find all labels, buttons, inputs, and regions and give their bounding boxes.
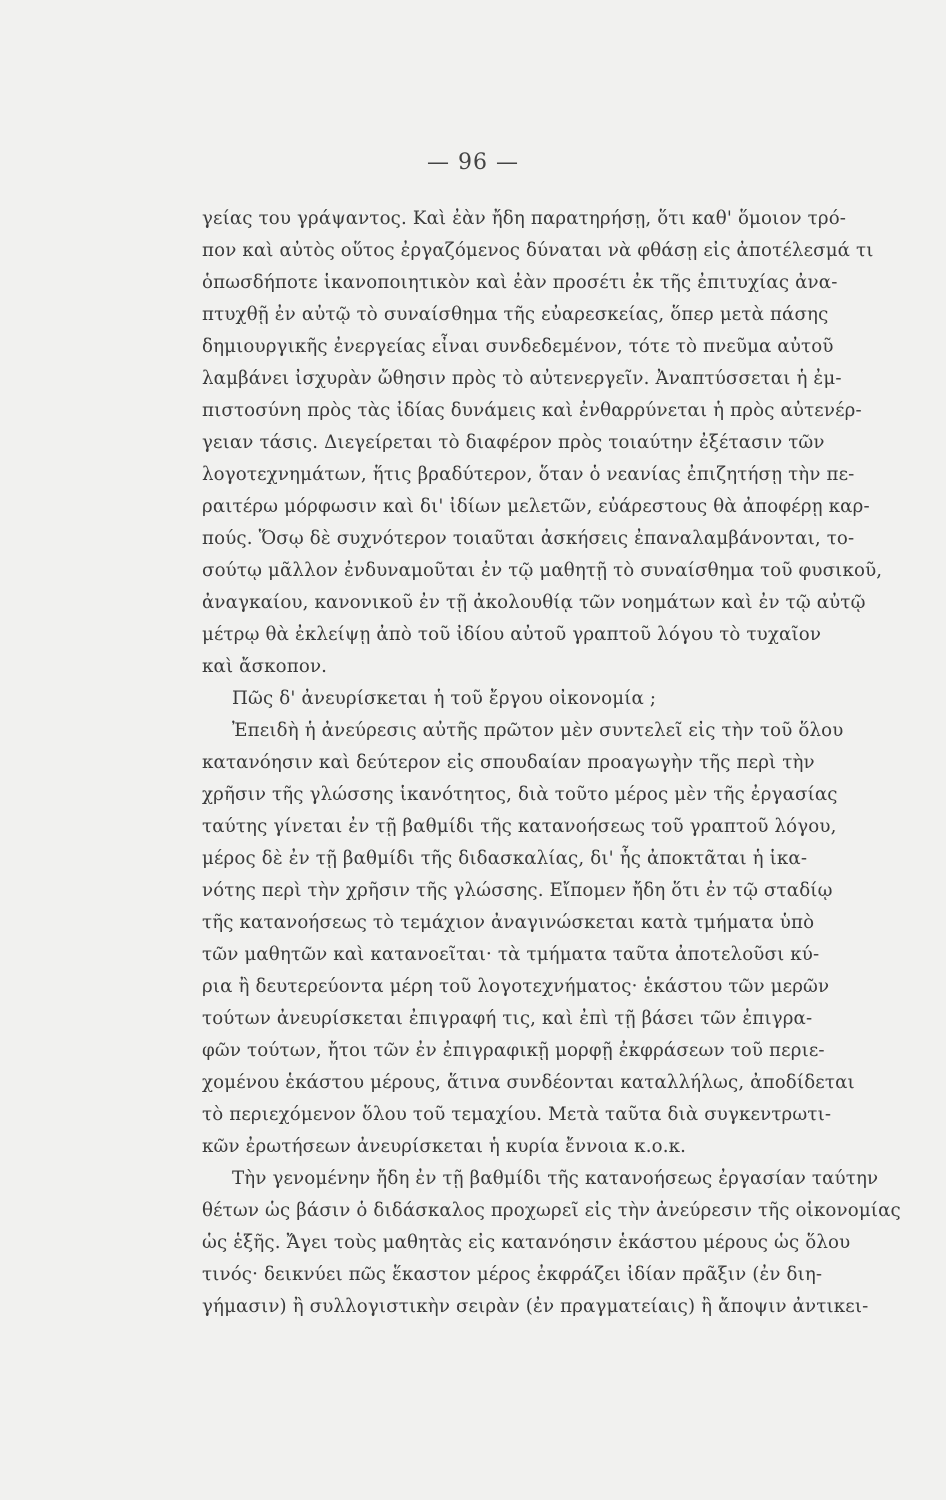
text-line: πιστοσύνη πρὸς τὰς ἰδίας δυνάμεις καὶ ἐνθαρρύνεται ἡ πρὸς αὐτενέρ- bbox=[202, 400, 862, 421]
text-line: φῶν τούτων, ἤτοι τῶν ἐν ἐπιγραφικῇ μορφῇ ἐκφράσεων τοῦ περιε- bbox=[202, 1040, 825, 1061]
text-line: δημιουργικῆς ἐνεργείας εἶναι συνδεδεμένον, τότε τὸ πνεῦμα αὐτοῦ bbox=[202, 336, 834, 357]
text-line: πον καὶ αὐτὸς οὕτος ἐργαζόμενος δύναται νὰ φθάσῃ εἰς ἀποτέλεσμά τι bbox=[202, 240, 874, 261]
text-line: κατανόησιν καὶ δεύτερον εἰς σπουδαίαν προαγωγὴν τῆς περὶ τὴν bbox=[202, 752, 815, 773]
text-line: Ἐπειδὴ ἡ ἀνεύρεσις αὐτῆς πρῶτον μὲν συντελεῖ εἰς τὴν τοῦ ὅλου bbox=[232, 720, 844, 741]
text-line: νότης περὶ τὴν χρῆσιν τῆς γλώσσης. Εἴπομεν ἤδη ὅτι ἐν τῷ σταδίῳ bbox=[202, 880, 833, 901]
text-line: Τὴν γενομένην ἤδη ἐν τῇ βαθμίδι τῆς κατανοήσεως ἐργασίαν ταύτην bbox=[232, 1168, 879, 1189]
text-line: τῆς κατανοήσεως τὸ τεμάχιον ἀναγινώσκεται κατὰ τμήματα ὑπὸ bbox=[202, 912, 815, 933]
text-line: ρια ἢ δευτερεύοντα μέρη τοῦ λογοτεχνήματος· ἑκάστου τῶν μερῶν bbox=[202, 976, 830, 997]
text-line: τὸ περιεχόμενον ὅλου τοῦ τεμαχίου. Μετὰ ταῦτα διὰ συγκεντρωτι- bbox=[202, 1104, 832, 1125]
text-line: γειαν τάσις. Διεγείρεται τὸ διαφέρον πρὸς τοιαύτην ἐξέτασιν τῶν bbox=[202, 432, 825, 453]
text-line: ὡς ἑξῆς. Ἄγει τοὺς μαθητὰς εἰς κατανόησιν ἑκάστου μέρους ὡς ὅλου bbox=[202, 1232, 851, 1253]
text-line: καὶ ἄσκοπον. bbox=[202, 656, 328, 677]
text-line: πούς. Ὅσῳ δὲ συχνότερον τοιαῦται ἀσκήσεις ἐπαναλαμβάνονται, το- bbox=[202, 528, 855, 549]
text-line: ραιτέρω μόρφωσιν καὶ δι' ἰδίων μελετῶν, εὐάρεστους θὰ ἀποφέρῃ καρ- bbox=[202, 496, 870, 517]
text-line: τινός· δεικνύει πῶς ἕκαστον μέρος ἐκφράζει ἰδίαν πρᾶξιν (ἐν διη- bbox=[202, 1264, 823, 1285]
text-line: χρῆσιν τῆς γλώσσης ἱκανότητος, διὰ τοῦτο μέρος μὲν τῆς ἐργασίας bbox=[202, 784, 838, 805]
text-line: σούτῳ μᾶλλον ἐνδυναμοῦται ἐν τῷ μαθητῇ τὸ συναίσθημα τοῦ φυσικοῦ, bbox=[202, 560, 883, 581]
text-line: κῶν ἐρωτήσεων ἀνευρίσκεται ἡ κυρία ἔννοια κ.ο.κ. bbox=[202, 1136, 687, 1157]
text-line: θέτων ὡς βάσιν ὁ διδάσκαλος προχωρεῖ εἰς τὴν ἀνεύρεσιν τῆς οἰκονομίας bbox=[202, 1200, 901, 1221]
text-line: Πῶς δ' ἀνευρίσκεται ἡ τοῦ ἔργου οἰκονομία ; bbox=[232, 688, 657, 709]
text-line: πτυχθῇ ἐν αὐτῷ τὸ συναίσθημα τῆς εὐαρεσκείας, ὅπερ μετὰ πάσης bbox=[202, 304, 829, 325]
text-line: μέρος δὲ ἐν τῇ βαθμίδι τῆς διδασκαλίας, δι' ἧς ἀποκτᾶται ἡ ἱκα- bbox=[202, 848, 808, 869]
text-line: τούτων ἀνευρίσκεται ἐπιγραφή τις, καὶ ἐπὶ τῇ βάσει τῶν ἐπιγρα- bbox=[202, 1008, 813, 1029]
text-line: ἀναγκαίου, κανονικοῦ ἐν τῇ ἀκολουθίᾳ τῶν νοημάτων καὶ ἐν τῷ αὐτῷ bbox=[202, 592, 866, 613]
text-line: ὁπωσδήποτε ἱκανοποιητικὸν καὶ ἐὰν προσέτι ἐκ τῆς ἐπιτυχίας ἀνα- bbox=[202, 272, 838, 293]
body-text bbox=[202, 203, 901, 1323]
text-line: γήμασιν) ἢ συλλογιστικὴν σειρὰν (ἐν πραγματείαις) ἢ ἄποψιν ἀντικει- bbox=[202, 1296, 869, 1317]
text-line: τῶν μαθητῶν καὶ κατανοεῖται· τὰ τμήματα ταῦτα ἀποτελοῦσι κύ- bbox=[202, 944, 820, 965]
text-line: μέτρῳ θὰ ἐκλείψῃ ἀπὸ τοῦ ἰδίου αὐτοῦ γραπτοῦ λόγου τὸ τυχαῖον bbox=[202, 624, 822, 645]
text-line: ταύτης γίνεται ἐν τῇ βαθμίδι τῆς κατανοήσεως τοῦ γραπτοῦ λόγου, bbox=[202, 816, 837, 837]
text-line: λογοτεχνημάτων, ἥτις βραδύτερον, ὅταν ὁ νεανίας ἐπιζητήσῃ τὴν πε- bbox=[202, 464, 855, 485]
text-line: γείας του γράψαντος. Καὶ ἐὰν ἤδη παρατηρήσῃ, ὅτι καθ' ὅμοιον τρό- bbox=[202, 208, 847, 229]
text-line: χομένου ἑκάστου μέρους, ἅτινα συνδέονται καταλλήλως, ἀποδίδεται bbox=[202, 1072, 855, 1093]
text-line: λαμβάνει ἰσχυρὰν ὤθησιν πρὸς τὸ αὐτενεργεῖν. Ἀναπτύσσεται ἡ ἐμ- bbox=[202, 368, 842, 389]
page-number: — 96 — bbox=[427, 150, 519, 175]
